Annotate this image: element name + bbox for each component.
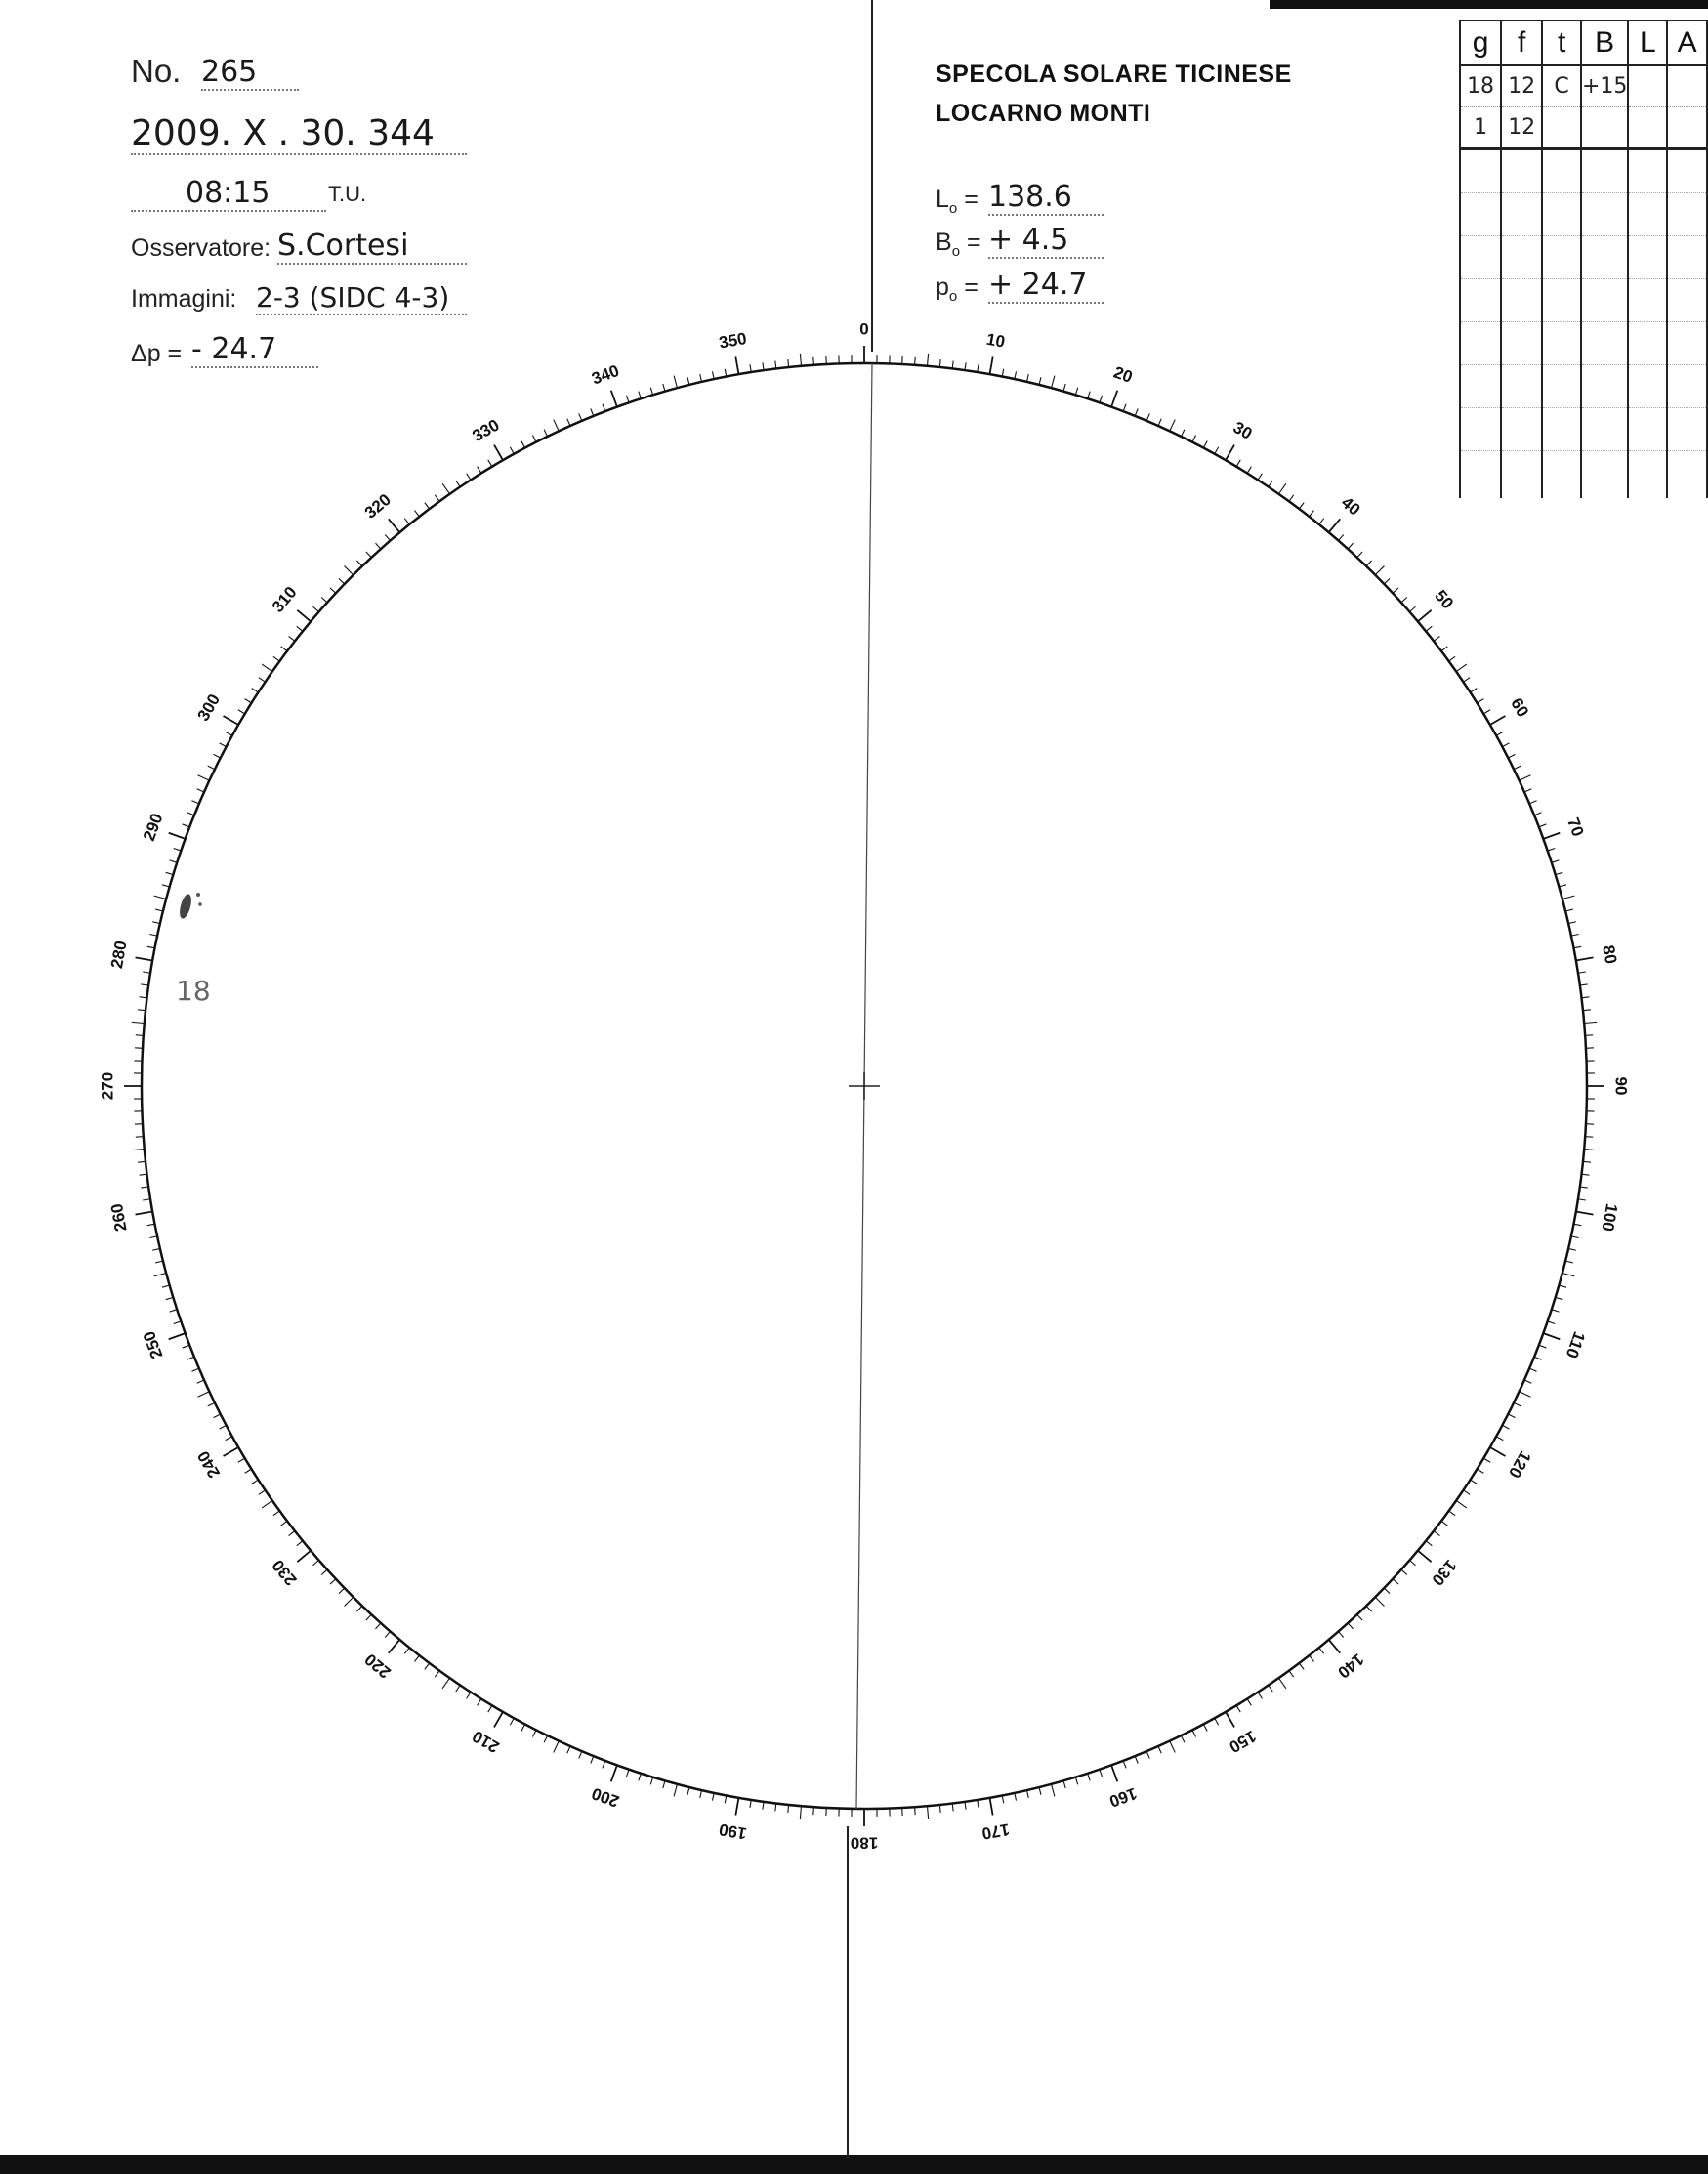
images-value: 2-3 (SIDC 4-3)	[256, 281, 467, 315]
scale-tick	[136, 957, 153, 960]
p0-label: $p_o$ =	[936, 273, 979, 305]
scale-label: 310	[268, 582, 301, 616]
scale-tick	[1576, 1211, 1594, 1214]
scale-label: 350	[717, 328, 749, 353]
scale-tick	[1562, 1274, 1575, 1276]
scale-tick	[1226, 445, 1234, 461]
scale-tick	[1111, 391, 1117, 407]
scale-tick	[494, 445, 503, 461]
scale-tick	[224, 1447, 239, 1456]
scale-tick	[1520, 775, 1531, 780]
scale-label: 230	[268, 1556, 301, 1590]
scale-tick	[132, 1022, 145, 1023]
scale-label: 100	[1598, 1201, 1622, 1233]
observatory-name: SPECOLA SOLARE TICINESE	[936, 61, 1292, 88]
scale-tick	[1170, 1741, 1175, 1753]
scale-tick	[389, 1640, 400, 1653]
scale-label: 280	[106, 939, 131, 971]
scale-label: 130	[1428, 1556, 1461, 1590]
scale-tick	[1418, 610, 1432, 622]
table-cell: 1	[1460, 107, 1501, 149]
scale-tick	[1543, 833, 1560, 839]
scale-label: 150	[1226, 1726, 1260, 1757]
observatory-location: LOCARNO MONTI	[936, 100, 1151, 127]
scale-tick	[1520, 1392, 1531, 1397]
sunspot-mark	[178, 893, 193, 920]
scale-tick	[198, 1392, 210, 1397]
scale-label: 220	[360, 1650, 395, 1683]
scale-tick	[1052, 376, 1055, 389]
sunspot-mark	[198, 902, 202, 906]
scale-label: 290	[139, 811, 167, 844]
scale-label: 80	[1599, 943, 1621, 966]
p0-value: + 24.7	[988, 268, 1104, 304]
scale-tick	[554, 1741, 559, 1753]
scale-tick	[1418, 1551, 1432, 1563]
l0-label: $L_o$ =	[936, 186, 979, 217]
scale-label: 50	[1431, 586, 1458, 613]
scale-tick	[1576, 957, 1594, 960]
scale-label: 190	[717, 1819, 749, 1844]
observer-label: Osservatore:	[131, 234, 271, 262]
scale-tick	[989, 357, 992, 375]
scale-tick	[389, 519, 400, 532]
scale-tick	[1456, 1500, 1467, 1507]
time-unit: T.U.	[328, 182, 367, 206]
delta-p-label: Δp =	[131, 340, 183, 367]
scale-tick	[735, 1798, 738, 1816]
scale-tick	[154, 1274, 167, 1276]
number-label: No.	[131, 53, 182, 89]
scale-label: 340	[589, 360, 622, 389]
scale-label: 200	[589, 1783, 622, 1812]
scale-label: 90	[1611, 1076, 1631, 1096]
disk-center-cross	[849, 1072, 880, 1100]
scale-tick	[927, 354, 928, 366]
scale-tick	[1052, 1784, 1055, 1797]
scale-label: 170	[979, 1819, 1012, 1844]
scale-label: 320	[360, 489, 395, 523]
scale-label: 120	[1504, 1447, 1535, 1482]
scale-tick	[1562, 896, 1575, 899]
table-cell: 18	[1460, 65, 1501, 107]
header-cell-l: L	[1628, 21, 1667, 65]
scale-tick	[1584, 1022, 1597, 1023]
scale-tick	[154, 896, 167, 899]
scale-label: 10	[984, 329, 1007, 352]
table-cell: 12	[1501, 65, 1542, 107]
scale-tick	[1584, 1149, 1597, 1150]
scale-label: 140	[1334, 1650, 1368, 1683]
scale-label: 40	[1337, 492, 1364, 520]
scale-tick	[1456, 664, 1467, 671]
number-value: 265	[201, 55, 299, 91]
scale-tick	[611, 391, 617, 407]
table-cell: C	[1542, 65, 1581, 107]
scale-tick	[1375, 566, 1384, 575]
scale-tick	[297, 610, 311, 622]
scale-label: 30	[1229, 417, 1256, 443]
scale-tick	[1170, 420, 1175, 432]
delta-p-value: - 24.7	[191, 332, 318, 368]
scale-tick	[1278, 1678, 1285, 1689]
scale-tick	[674, 1784, 677, 1797]
scale-tick	[1490, 716, 1506, 725]
scale-tick	[927, 1806, 928, 1819]
scale-tick	[1543, 1333, 1560, 1339]
date-value: 2009. X . 30. 344	[131, 113, 467, 155]
scale-label: 330	[469, 415, 503, 446]
scale-tick	[1375, 1597, 1384, 1606]
sunspot-group-drawing	[178, 893, 202, 920]
scale-label: 300	[193, 690, 225, 725]
scale-tick	[136, 1211, 153, 1214]
scale-tick	[1226, 1712, 1234, 1728]
l0-value: 138.6	[988, 180, 1104, 216]
header-cell-a: A	[1667, 21, 1707, 65]
header-cell-t: t	[1542, 21, 1581, 65]
observer-value: S.Cortesi	[277, 229, 467, 265]
sunspot-group-label: 18	[176, 975, 211, 1007]
header-cell-g: g	[1460, 21, 1501, 65]
time-value: 08:15	[131, 176, 326, 212]
scale-tick	[198, 775, 210, 780]
scale-tick	[442, 483, 449, 494]
scale-tick	[442, 1678, 449, 1689]
scale-label: 20	[1110, 362, 1136, 387]
header-cell-f: f	[1501, 21, 1542, 65]
scale-tick	[611, 1765, 617, 1781]
scale-tick	[1329, 519, 1341, 532]
table-cell: +15	[1581, 65, 1628, 107]
scale-label: 270	[98, 1071, 117, 1101]
images-label: Immagini:	[131, 285, 237, 313]
scale-tick	[735, 357, 738, 375]
scale-tick	[262, 1500, 272, 1507]
scale-label: 0	[859, 319, 869, 339]
scale-tick	[345, 566, 354, 575]
b0-value: + 4.5	[988, 223, 1104, 259]
scale-tick	[1278, 483, 1285, 494]
scale-tick	[989, 1798, 992, 1816]
scale-tick	[169, 833, 186, 839]
header-cell-b: B	[1581, 21, 1628, 65]
scale-tick	[800, 354, 801, 366]
scale-label: 260	[106, 1201, 131, 1233]
scale-label: 160	[1106, 1783, 1140, 1812]
scale-tick	[674, 376, 677, 389]
scale-tick	[494, 1712, 503, 1728]
scale-label: 60	[1507, 694, 1533, 721]
scale-label: 70	[1563, 815, 1588, 840]
scale-tick	[800, 1806, 801, 1819]
scale-tick	[262, 664, 272, 671]
scale-tick	[1329, 1640, 1341, 1653]
b0-label: $B_o$ =	[936, 229, 981, 260]
scale-label: 250	[139, 1328, 167, 1361]
table-cell: 12	[1501, 107, 1542, 149]
sunspot-mark	[196, 893, 200, 897]
scale-label: 210	[469, 1726, 503, 1757]
scale-tick	[224, 716, 239, 725]
scale-label: 180	[850, 1833, 879, 1853]
scale-label: 110	[1562, 1328, 1589, 1361]
scale-tick	[1111, 1765, 1117, 1781]
scale-tick	[554, 420, 559, 432]
scale-tick	[169, 1333, 186, 1339]
scale-tick	[1490, 1447, 1506, 1456]
scale-tick	[132, 1149, 145, 1150]
scale-tick	[345, 1597, 354, 1606]
scale-tick	[297, 1551, 311, 1563]
scale-label: 240	[193, 1447, 225, 1482]
